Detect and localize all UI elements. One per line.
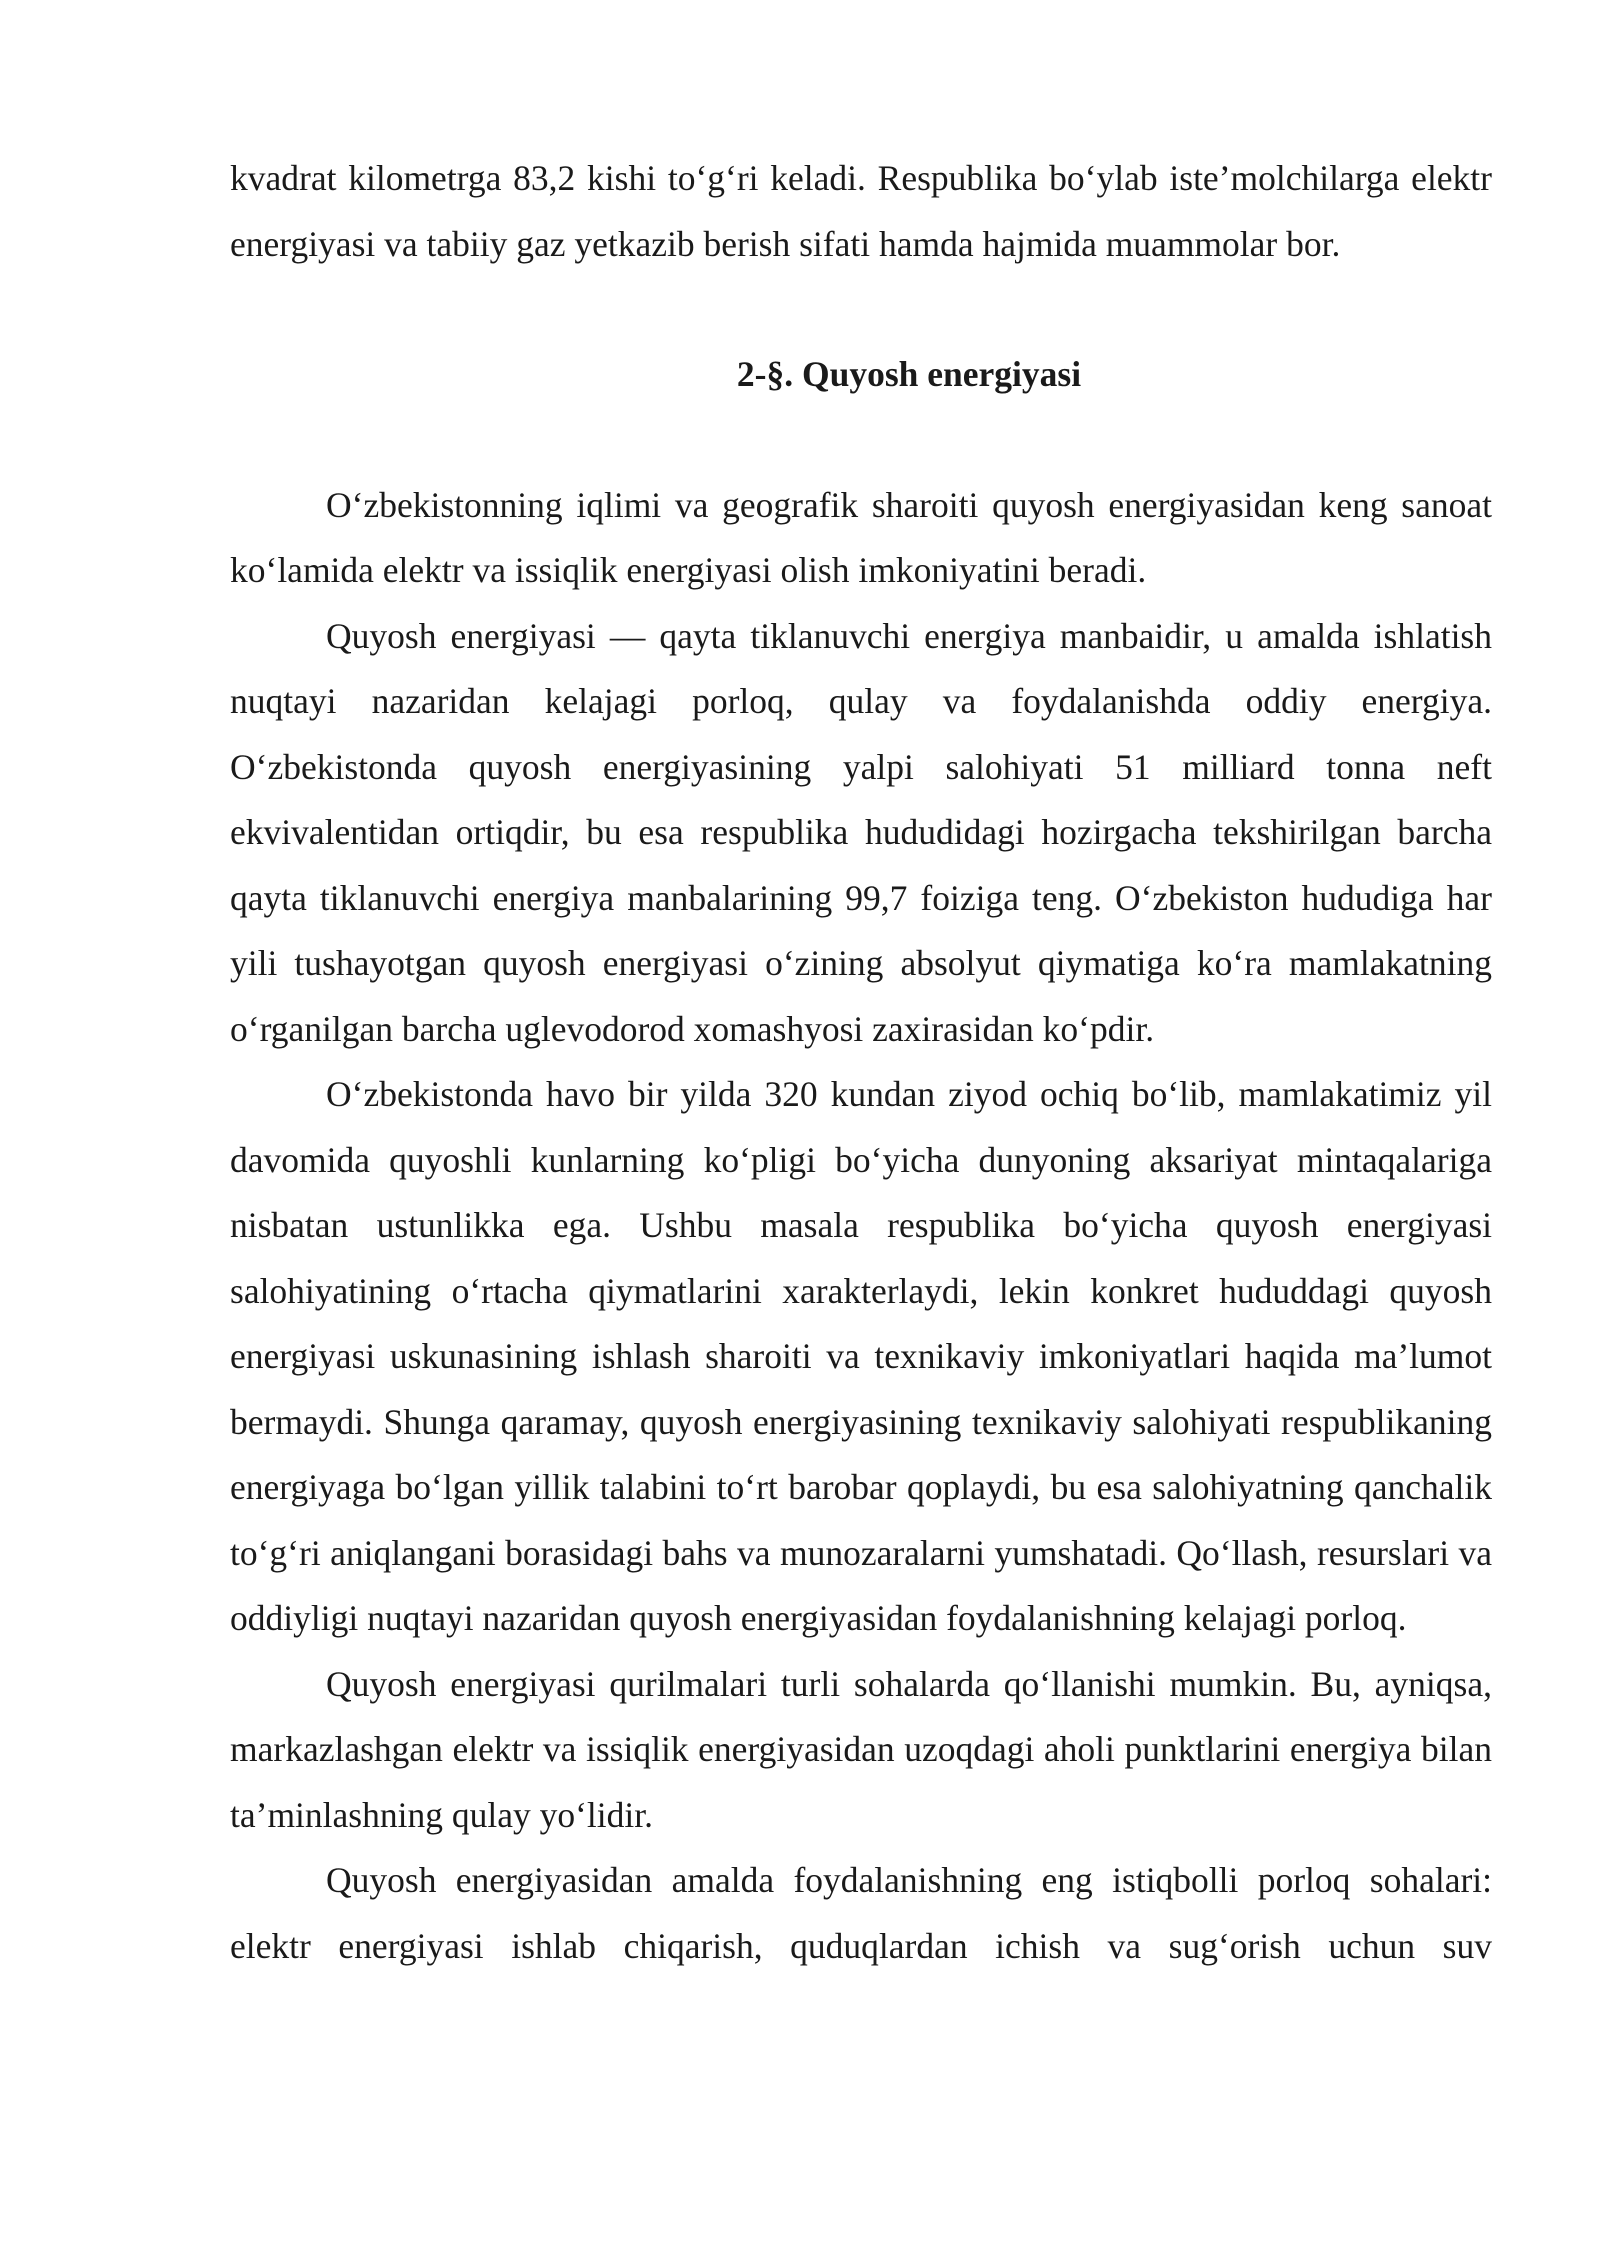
paragraph-1: O‘zbekistonning iqlimi va geografik sharoiti quyosh energiyasidan keng sanoat ko‘lamida elektr va issiqlik energiyasi olish imkoniyatini beradi. [230, 484, 1492, 590]
paragraph-3: O‘zbekistonda havo bir yilda 320 kundan ziyod ochiq bo‘lib, mamlakatimiz yil davomida quyoshli kunlarning ko‘pligi bo‘yicha dunyoning aksariyat mintaqalariga nisbatan ustunlikka ega. Ushbu masala respublika bo‘yicha quyosh energiyasi salohiyatining o‘rtacha qiymatlarini xarakterlaydi, lekin konkret hududdagi quyosh energiyasi uskunasining ishlash sharoiti va texnikaviy imkoniyatlari haqida ma’lumot bermaydi. Shunga qaramay, quyosh energiyasining texnikaviy salohiyati respublikaning energiyaga bo‘lgan yillik talabini to‘rt barobar qoplaydi, bu esa salohiyatning qanchalik to‘g‘ri aniqlangani borasidagi bahs va munozaralarni yumshatadi. Qo‘llash, resurslari va oddiyligi nuqtayi nazaridan quyosh energiyasidan foydalanishning kelajagi porloq. [230, 1074, 1492, 1638]
paragraph-2: Quyosh energiyasi — qayta tiklanuvchi energiya manbaidir, u amalda ishlatish nuqtayi nazaridan kelajagi porloq, qulay va foydalanishda oddiy energiya. O‘zbekistonda quyosh energiyasining yalpi salohiyati 51 milliard tonna neft ekvivalentidan ortiqdir, bu esa respublika hududidagi hozirgacha tekshirilgan barcha qayta tiklanuvchi energiya manbalarining 99,7 foiziga teng. O‘zbekiston hududiga har yili tushayotgan quyosh energiyasi o‘zining absolyut qiymatiga ko‘ra mamlakatning o‘rganilgan barcha uglevodorod xomashyosi zaxirasidan ko‘pdir. [230, 615, 1492, 1049]
paragraph-4: Quyosh energiyasi qurilmalari turli sohalarda qo‘llanishi mumkin. Bu, ayniqsa, markazlashgan elektr va issiqlik energiyasidan uzoqdagi aholi punktlarini energiya bilan ta’minlashning qulay yo‘lidir. [230, 1663, 1492, 1835]
paragraph-intro: kvadrat kilometrga 83,2 kishi to‘g‘ri keladi. Respublika bo‘ylab iste’molchilarga elektr energiyasi va tabiiy gaz yetkazib berish sifati hamda hajmida muammolar bor. [230, 158, 1492, 264]
document-page [230, 146, 1492, 1979]
section-heading: 2-§. Quyosh energiyasi [736, 354, 1082, 394]
paragraph-5: Quyosh energiyasidan amalda foydalanishning eng istiqbolli porloq sohalari: elektr energiyasi ishlab chiqarish, quduqlardan ichish va sug‘orish uchun suv [230, 1860, 1492, 1966]
